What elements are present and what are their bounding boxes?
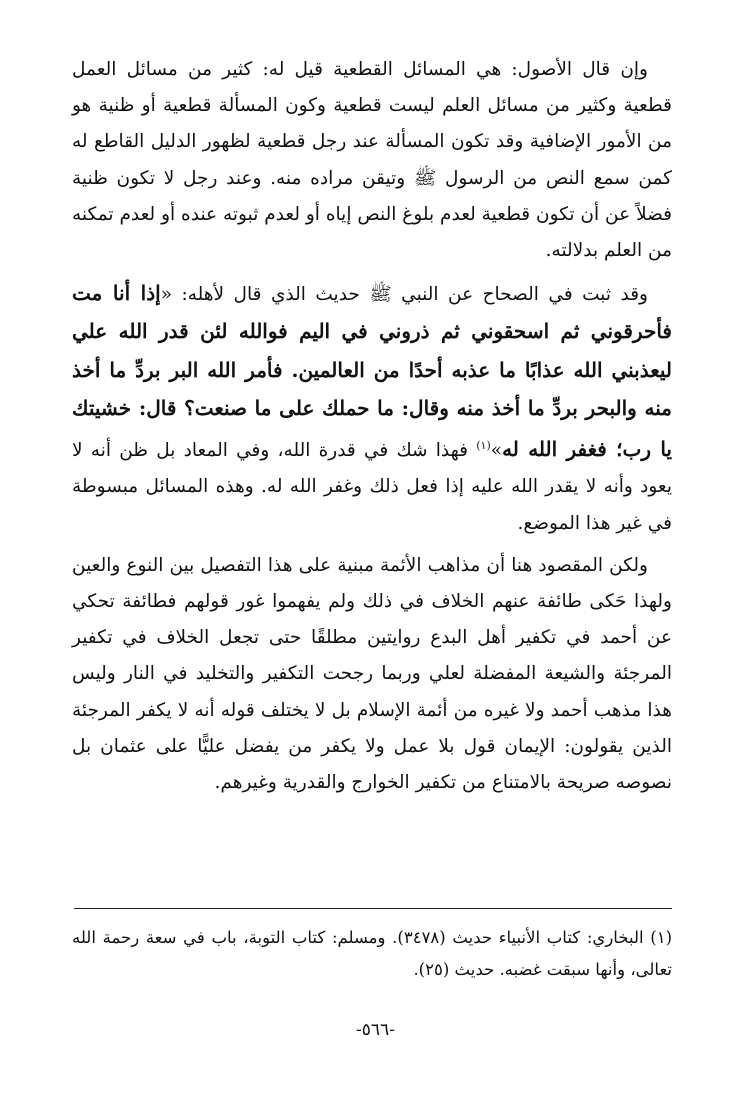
- paragraph-2-rest: فهذا شك في قدرة الله، وفي المعاد بل ظن أنه لا يعود وأنه لا يقدر الله عليه إذا فعل ذلك وغفر الله له. وهذه المسائل مبسوطة في غير هذا الموضع.: [72, 440, 672, 534]
- hadith-quote: إذا أنا مت فأحرقوني ثم اسحقوني ثم ذروني في اليم فوالله لئن قدر الله علي ليعذبني الله عذابًا ما عذبه أحدًا من العالمين. فأمر الله البر بردِّ ما أخذ منه والبحر بردِّ ما أخذ منه وقال: ما حملك على ما صنعت؟ قال: خشيتك يا رب؛ فغفر الله له: [72, 281, 672, 462]
- paragraph-2-intro: وقد ثبت في الصحاح عن النبي ﷺ حديث الذي قال لأهله: «: [160, 284, 648, 306]
- paragraph-2: [72, 275, 672, 542]
- paragraph-3: ولكن المقصود هنا أن مذاهب الأئمة مبنية على هذا التفصيل بين النوع والعين ولهذا حَكى طائفة عنهم الخلاف في ذلك ولم يفهموا غور قولهم فطائفة تحكي عن أحمد في تكفير أهل البدع روايتين مطلقًا حتى تجعل الخلاف في تكفير المرجئة والشيعة المفضلة لعلي وربما رجحت التكفير والتخليد في النار وليس هذا مذهب أحمد ولا غيره من أئمة الإسلام بل لا يختلف قوله أنه لا يكفر المرجئة الذين يقولون: الإيمان قول بلا عمل ولا يكفر من يفضل عليًّا على عثمان بل نصوصه صريحة بالامتناع من تكفير الخوارج والقدرية وغيرهم.: [72, 554, 672, 794]
- page-number: -٥٦٦-: [356, 1020, 395, 1040]
- quote-close: »: [490, 440, 503, 462]
- page-body: [72, 52, 672, 807]
- paragraph-1: وإن قال الأصول: هي المسائل القطعية قيل له: كثير من مسائل العمل قطعية وكثير من مسائل العلم ليست قطعية وكون المسألة قطعية أو ظنية هو من الأمور الإضافية وقد تكون المسألة عند رجل قطعية لظهور الدليل القاطع له كمن سمع النص من الرسول ﷺ وتيقن مراده منه. وعند رجل لا تكون ظنية فضلاً عن أن تكون قطعية لعدم بلوغ النص إياه أو لعدم ثبوته عنده أو لعدم تمكنه من العلم بدلالته.: [72, 59, 672, 262]
- footnote: (١) البخاري: كتاب الأنبياء حديث (٣٤٧٨). ومسلم: كتاب التوبة، باب في سعة رحمة الله تعالى، وأنها سبقت غضبه. حديث (٢٥).: [72, 928, 672, 979]
- footnote-ref[interactable]: (١): [476, 439, 491, 453]
- footnote-separator: [74, 908, 672, 909]
